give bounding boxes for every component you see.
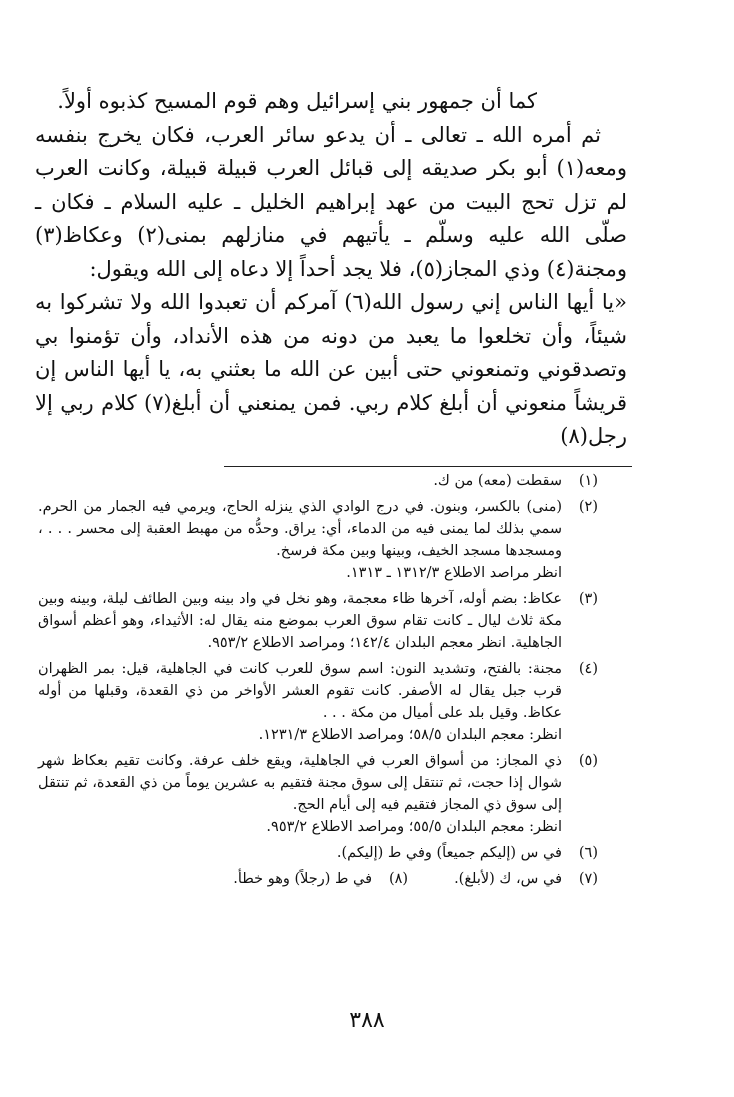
footnote-text: (منى) بالكسر، وبنون. في درج الوادي الذي ينزله الحاج، ويرمي فيه الجمار من الحرم. سمي بذلك لما يمنى فيه من الدماء، أي: يراق. وحدُّه من مهبط العقبة إلى محسر . . . ، ومسجدها مسجد الخيف، وبينها وبين مكة فرسخ. — [38, 499, 562, 559]
footnote-number: (١) — [578, 473, 598, 489]
footnote-text: مجنة: بالفتح، وتشديد النون: اسم سوق للعرب كانت في الجاهلية، قيل: بمر الظهران قرب جبل يقال له الأصفر. كانت تقوم العشر الأواخر من ذي القعدة، وقبلها من أوله عكاظ. وقيل بلد على أميال من مكة . . . — [38, 661, 562, 721]
footnote-number: (٧) — [578, 871, 598, 887]
footnote-text: عكاظ: بضم أوله، آخرها ظاء معجمة، وهو نخل في واد بينه وبين الطائف ليلة، وبينه وبين مكة ثلاث ليال ـ كانت تقام سوق العرب بموضع منه يقال له: الأثيداء، وهو أعظم أسواق الجاهلية. انظر معجم البلدان ١٤٢/٤؛ ومراصد الاطلاع ٩٥٣/٢. — [38, 591, 562, 651]
footnote-7 — [454, 868, 598, 890]
footnote-text: ذي المجاز: من أسواق العرب في الجاهلية، ويقع خلف عرفة. وكانت تقيم بعكاظ شهر شوال إذا حجت، ثم تنتقل إلى سوق مجنة فتقيم به عشرين يوماً من ذي القعدة، ثم تنتقل إلى سوق ذي المجاز فتقيم فيه إلى أيام الحج. — [38, 753, 562, 813]
footnote-3 — [38, 588, 598, 654]
paragraph-prophet-speech: «يا أيها الناس إني رسول الله(٦) آمركم أن تعبدوا الله ولا تشركوا به شيئاً، وأن تخلعوا ما يعبد من دونه من هذه الأنداد، وأن تؤمنوا بي وتصدقوني وتمنعوني حتى أبين عن الله ما بعثني به، يا أيها الناس إن قريشاً منعوني أن أبلغ كلام ربي. فمن يمنعني أن أبلغ(٧) كلام ربي إلا رجل(٨) — [35, 290, 627, 448]
footnote-number: (٥) — [578, 753, 598, 769]
footnote-2 — [38, 496, 598, 584]
main-text — [35, 85, 627, 454]
footnote-4 — [38, 658, 598, 746]
paragraph-call-to-tribes: ثم أمره الله ـ تعالى ـ أن يدعو سائر العرب، فكان يخرج بنفسه ومعه(١) أبو بكر صديقه إلى قبائل العرب قبيلة قبيلة، وكانت العرب لم تزل تحج البيت من عهد إبراهيم الخليل ـ عليه السلام ـ فكان ـ صلّى الله عليه وسلّم ـ يأتيهم في منازلهم بمنى(٢) وعكاظ(٣) ومجنة(٤) وذي المجاز(٥)، فلا يجد أحداً إلا دعاه إلى الله ويقول: — [35, 122, 627, 281]
footnote-reference: انظر: معجم البلدان ٥٥/٥؛ ومراصد الاطلاع ٩٥٣/٢. — [266, 819, 562, 835]
footnote-8 — [233, 868, 408, 890]
footnote-text: سقطت (معه) من ك. — [433, 473, 562, 489]
footnote-number: (٣) — [578, 591, 598, 607]
paragraph-opening: كما أن جمهور بني إسرائيل وهم قوم المسيح كذبوه أولاً. — [57, 89, 537, 113]
footnote-5 — [38, 750, 598, 838]
footnote-number: (٤) — [578, 661, 598, 677]
footnote-pair-row — [38, 868, 598, 894]
footnote-separator — [224, 466, 632, 467]
footnote-text: في س (إليكم جميعاً) وفي ط (إليكم). — [336, 845, 562, 861]
footnote-number: (٢) — [578, 499, 598, 515]
footnote-6 — [38, 842, 598, 864]
page-number: ٣٨٨ — [349, 1008, 385, 1033]
footnotes — [38, 470, 598, 894]
footnote-1 — [38, 470, 598, 492]
footnote-reference: انظر: معجم البلدان ٥٨/٥؛ ومراصد الاطلاع ١٢٣١/٣. — [258, 727, 562, 743]
footnote-number: (٨) — [388, 871, 409, 887]
footnote-number: (٦) — [578, 845, 598, 861]
footnote-text: في س، ك (لأبلغ). — [454, 871, 562, 887]
footnote-reference: انظر مراصد الاطلاع ١٣١٢/٣ ـ ١٣١٣. — [346, 565, 562, 581]
footnote-text: في ط (رجلاً) وهو خطأ. — [233, 871, 373, 887]
